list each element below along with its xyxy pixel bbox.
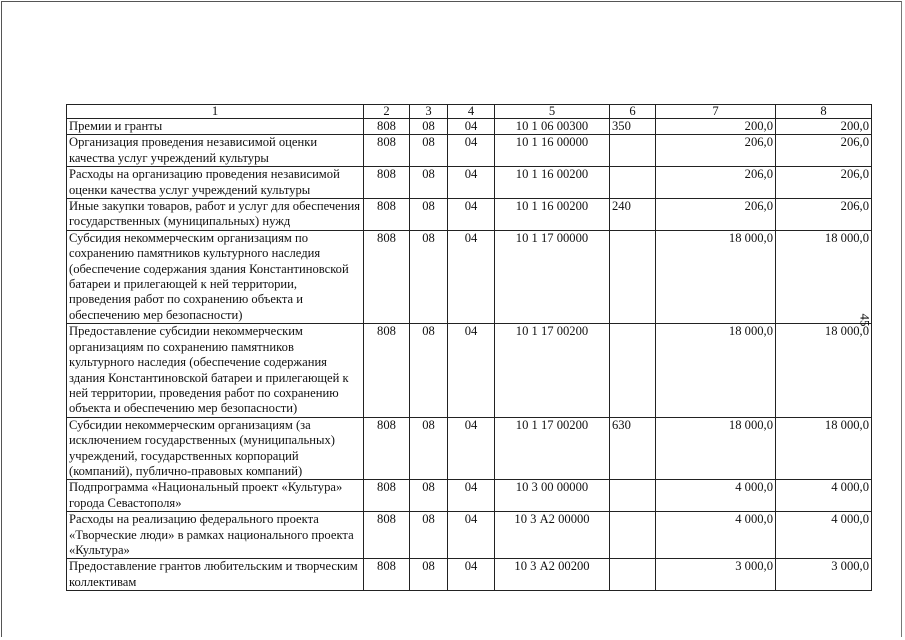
col-6-value (610, 324, 656, 417)
col-5-value: 10 1 17 00200 (495, 324, 610, 417)
col-8-value: 18 000,0 (776, 230, 872, 323)
col-7-value: 4 000,0 (656, 512, 776, 559)
row-name: Предоставление субсидии некоммерческим организациям по сохранению памятников культурного наследия (обеспечение содержания здания Константиновской батареи и прилегающей к ней территории, проведения работ по сохранению объекта и обеспечению мер безопасности) (67, 324, 364, 417)
header-cell: 4 (448, 105, 495, 119)
col-2-value: 808 (364, 512, 410, 559)
col-4-value: 04 (448, 417, 495, 480)
col-3-value: 08 (410, 199, 448, 231)
col-5-value: 10 3 А2 00000 (495, 512, 610, 559)
col-7-value: 206,0 (656, 199, 776, 231)
row-name: Подпрограмма «Национальный проект «Культура» города Севастополя» (67, 480, 364, 512)
table-row (67, 480, 872, 512)
col-6-value: 240 (610, 199, 656, 231)
col-5-value: 10 1 06 00300 (495, 119, 610, 135)
table-row (67, 119, 872, 135)
col-2-value: 808 (364, 167, 410, 199)
col-2-value: 808 (364, 230, 410, 323)
page-number: 45 (857, 313, 873, 327)
table-row (67, 512, 872, 559)
col-4-value: 04 (448, 512, 495, 559)
col-5-value: 10 1 16 00200 (495, 167, 610, 199)
col-2-value: 808 (364, 119, 410, 135)
table-row (67, 135, 872, 167)
table-row (67, 230, 872, 323)
col-2-value: 808 (364, 480, 410, 512)
col-7-value: 3 000,0 (656, 559, 776, 591)
col-3-value: 08 (410, 119, 448, 135)
header-cell: 7 (656, 105, 776, 119)
col-6-value: 350 (610, 119, 656, 135)
col-4-value: 04 (448, 559, 495, 591)
col-8-value: 206,0 (776, 199, 872, 231)
col-4-value: 04 (448, 167, 495, 199)
col-7-value: 206,0 (656, 135, 776, 167)
col-3-value: 08 (410, 230, 448, 323)
col-4-value: 04 (448, 119, 495, 135)
header-cell: 3 (410, 105, 448, 119)
col-5-value: 10 1 17 00200 (495, 417, 610, 480)
col-3-value: 08 (410, 135, 448, 167)
table-row (67, 559, 872, 591)
row-name: Организация проведения независимой оценки качества услуг учреждений культуры (67, 135, 364, 167)
row-name: Предоставление грантов любительским и творческим коллективам (67, 559, 364, 591)
col-2-value: 808 (364, 135, 410, 167)
header-cell: 1 (67, 105, 364, 119)
row-name: Иные закупки товаров, работ и услуг для обеспечения государственных (муниципальных) нужд (67, 199, 364, 231)
col-8-value: 200,0 (776, 119, 872, 135)
col-5-value: 10 1 16 00000 (495, 135, 610, 167)
col-6-value (610, 167, 656, 199)
col-6-value: 630 (610, 417, 656, 480)
col-7-value: 4 000,0 (656, 480, 776, 512)
row-name: Субсидия некоммерческим организациям по сохранению памятников культурного наследия (обеспечение содержания здания Константиновской батареи и прилегающей к ней территории, проведения работ по сохранению объекта и обеспечению мер безопасности) (67, 230, 364, 323)
col-5-value: 10 3 А2 00200 (495, 559, 610, 591)
col-2-value: 808 (364, 417, 410, 480)
col-3-value: 08 (410, 167, 448, 199)
col-5-value: 10 1 17 00000 (495, 230, 610, 323)
col-3-value: 08 (410, 324, 448, 417)
header-cell: 5 (495, 105, 610, 119)
col-4-value: 04 (448, 324, 495, 417)
col-4-value: 04 (448, 199, 495, 231)
col-5-value: 10 1 16 00200 (495, 199, 610, 231)
col-4-value: 04 (448, 480, 495, 512)
col-5-value: 10 3 00 00000 (495, 480, 610, 512)
col-4-value: 04 (448, 230, 495, 323)
row-name: Субсидии некоммерческим организациям (за исключением государственных (муниципальных) учреждений, государственных корпораций (компаний), публично-правовых компаний) (67, 417, 364, 480)
col-8-value: 18 000,0 (776, 417, 872, 480)
col-3-value: 08 (410, 480, 448, 512)
table-row (67, 167, 872, 199)
col-8-value: 3 000,0 (776, 559, 872, 591)
col-3-value: 08 (410, 559, 448, 591)
row-name: Премии и гранты (67, 119, 364, 135)
col-8-value: 206,0 (776, 135, 872, 167)
col-4-value: 04 (448, 135, 495, 167)
col-6-value (610, 480, 656, 512)
col-3-value: 08 (410, 512, 448, 559)
table-row (67, 324, 872, 417)
col-6-value (610, 559, 656, 591)
table-row (67, 417, 872, 480)
col-6-value (610, 230, 656, 323)
col-7-value: 18 000,0 (656, 417, 776, 480)
col-7-value: 200,0 (656, 119, 776, 135)
header-cell: 2 (364, 105, 410, 119)
col-3-value: 08 (410, 417, 448, 480)
budget-table (66, 104, 872, 591)
col-6-value (610, 135, 656, 167)
col-7-value: 18 000,0 (656, 324, 776, 417)
row-name: Расходы на организацию проведения независимой оценки качества услуг учреждений культуры (67, 167, 364, 199)
col-7-value: 18 000,0 (656, 230, 776, 323)
col-7-value: 206,0 (656, 167, 776, 199)
col-2-value: 808 (364, 324, 410, 417)
col-8-value: 18 000,0 (776, 324, 872, 417)
header-cell: 6 (610, 105, 656, 119)
col-8-value: 4 000,0 (776, 512, 872, 559)
header-cell: 8 (776, 105, 872, 119)
col-8-value: 206,0 (776, 167, 872, 199)
col-2-value: 808 (364, 199, 410, 231)
row-name: Расходы на реализацию федерального проекта «Творческие люди» в рамках национального проекта «Культура» (67, 512, 364, 559)
table-row (67, 199, 872, 231)
col-8-value: 4 000,0 (776, 480, 872, 512)
header-row (67, 105, 872, 119)
col-2-value: 808 (364, 559, 410, 591)
col-6-value (610, 512, 656, 559)
